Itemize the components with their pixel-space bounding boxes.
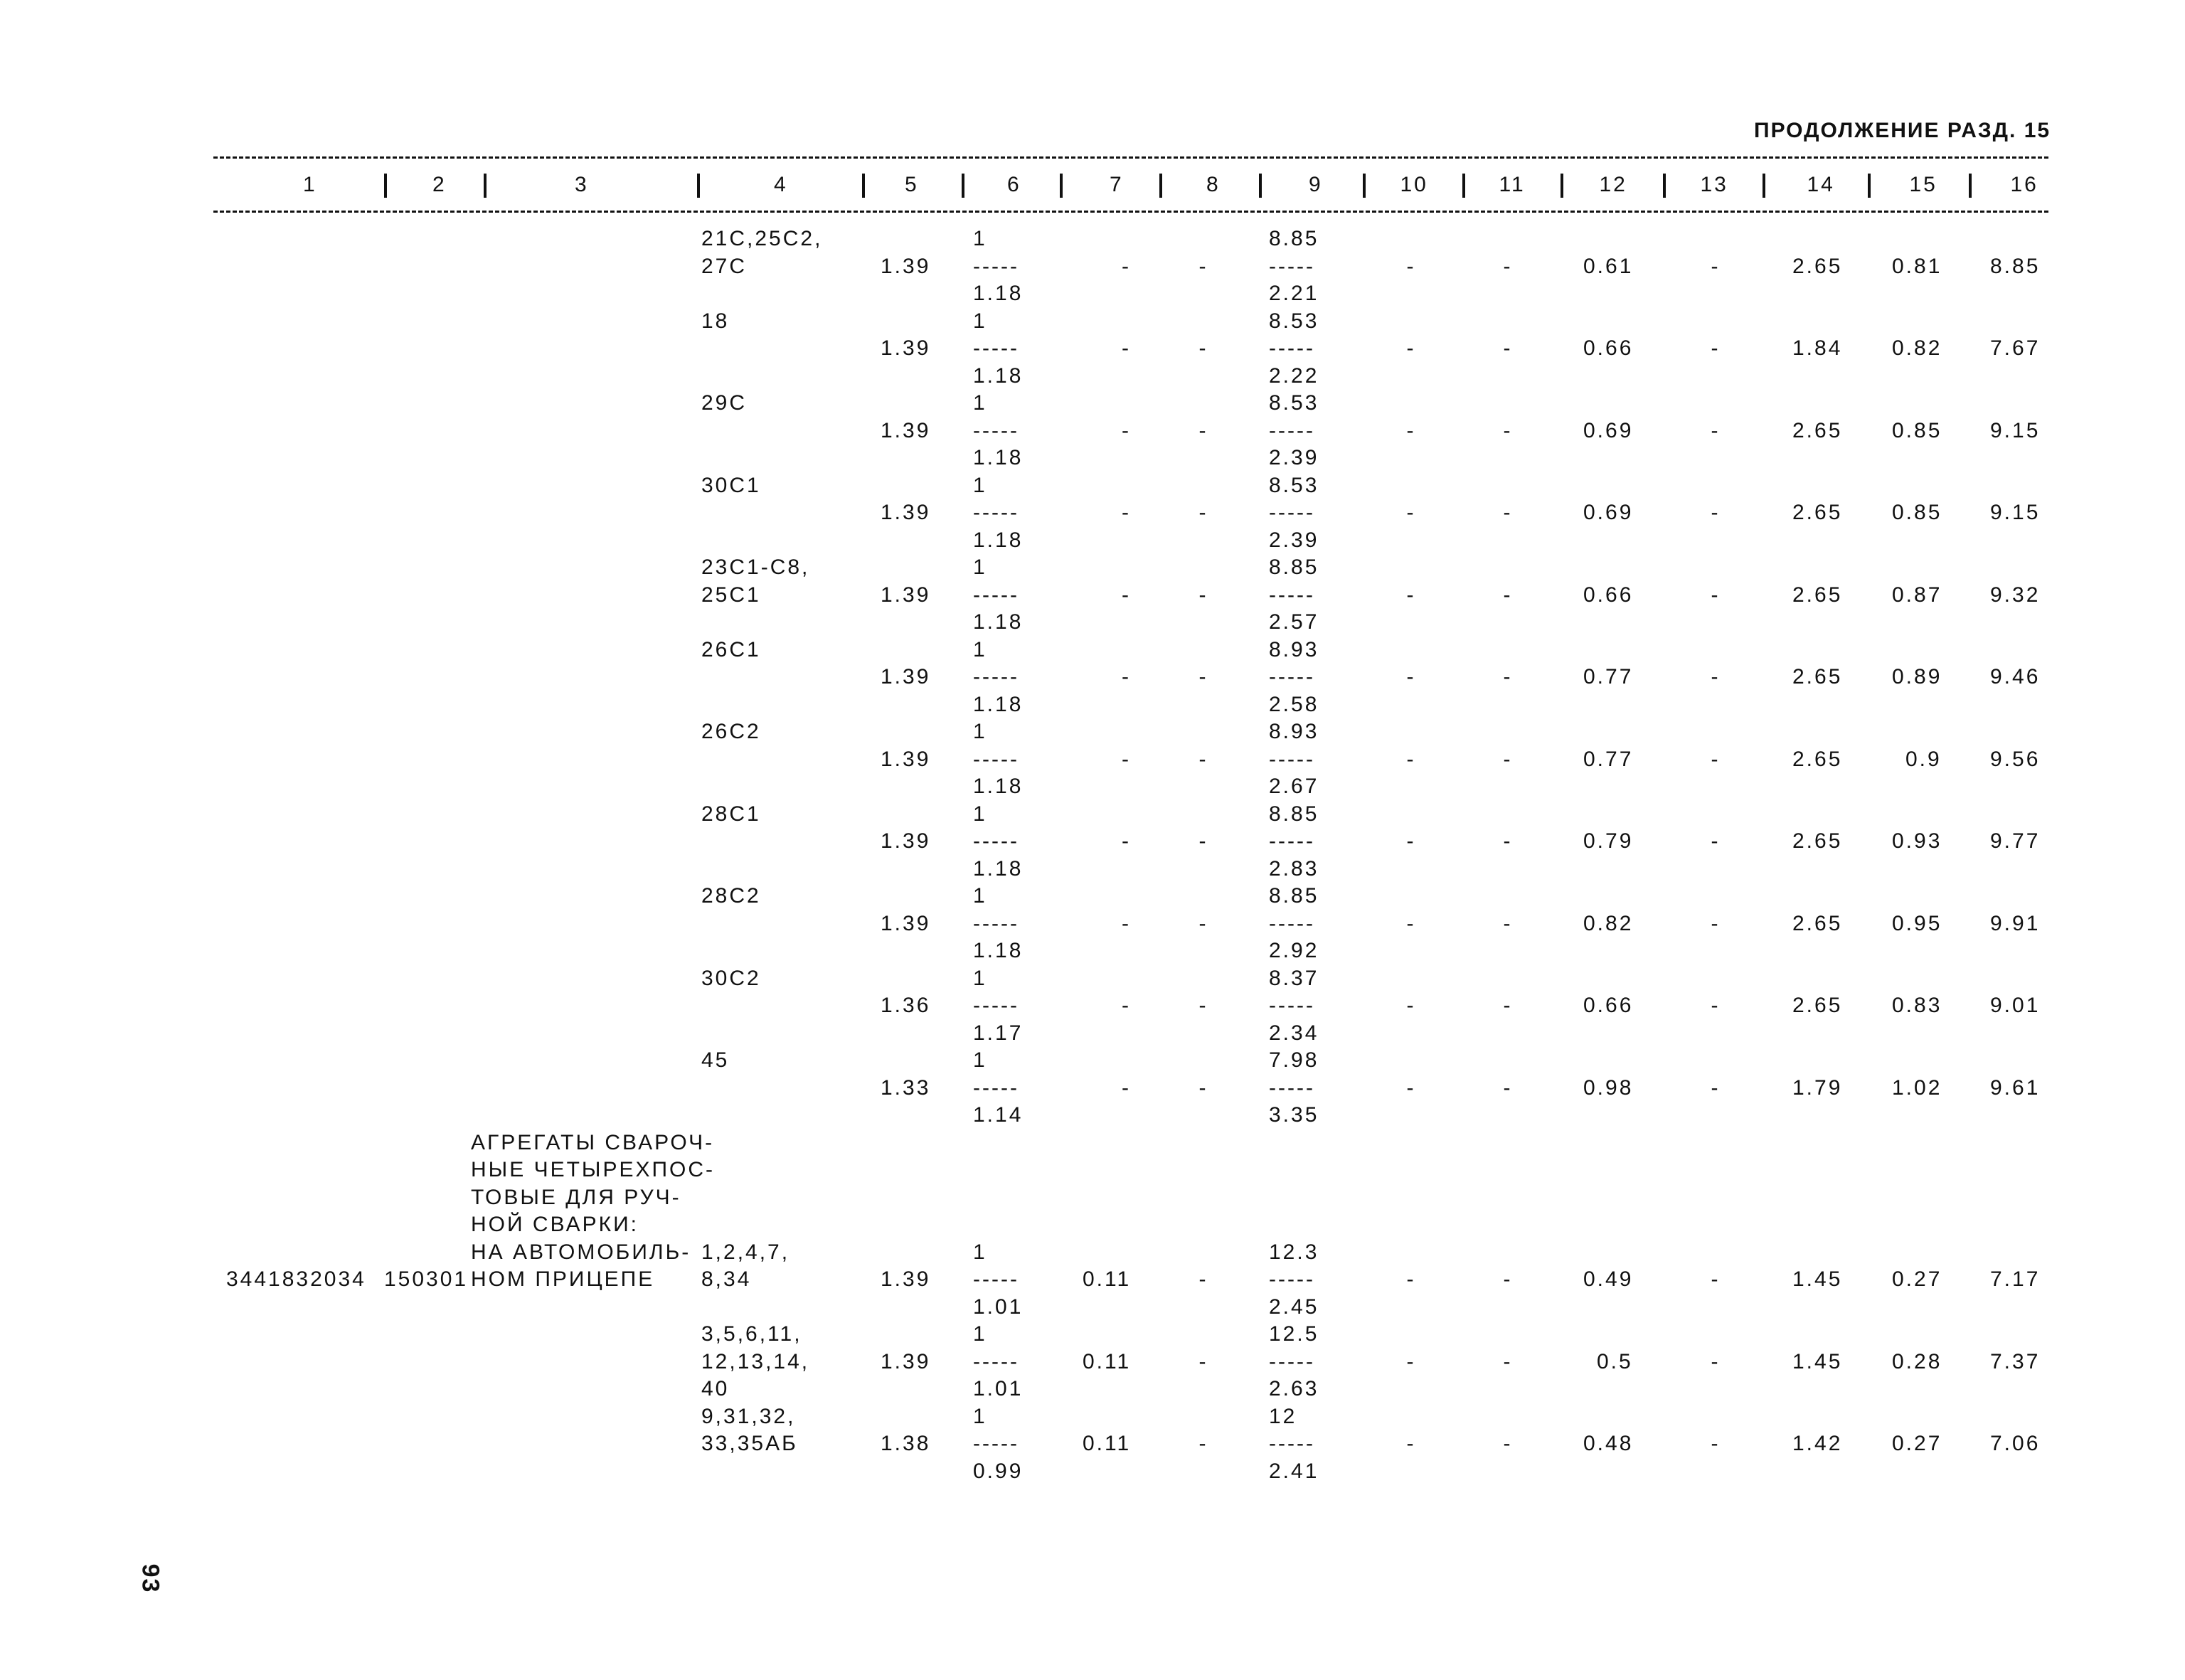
column-separator — [697, 174, 700, 198]
fraction-c6: 1 — [973, 1322, 987, 1346]
cell-c7: - — [1122, 665, 1131, 689]
model-line: 21С,25С2, — [701, 227, 823, 250]
cell-c12: 0.77 — [1583, 665, 1634, 689]
column-header-16: 16 — [2010, 173, 2038, 196]
cell-c13: - — [1711, 747, 1721, 771]
model-line: 28С2 — [701, 884, 761, 908]
cell-c13: - — [1711, 1267, 1721, 1291]
continuation-heading: ПРОДОЛЖЕНИЕ РАЗД. 15 — [1754, 119, 2051, 142]
column-header-15: 15 — [1909, 173, 1937, 196]
fraction-c6: 1 — [973, 1404, 987, 1428]
cell-c14: 1.45 — [1792, 1349, 1843, 1373]
model-line: 45 — [701, 1048, 730, 1072]
cell-c12: 0.98 — [1583, 1075, 1634, 1100]
cell-c7: - — [1122, 418, 1131, 442]
cell-c7: - — [1122, 501, 1131, 524]
column-header-2: 2 — [432, 173, 447, 196]
cell-c11: - — [1503, 1075, 1513, 1100]
cell-c16: 9.61 — [1990, 1075, 2041, 1100]
cell-c13: - — [1711, 1349, 1721, 1373]
fraction-c6: 1 — [973, 884, 987, 908]
column-separator — [1259, 174, 1262, 198]
cell-c7: - — [1122, 1075, 1131, 1100]
column-separator — [962, 174, 964, 198]
cell-c16: 7.67 — [1990, 336, 2041, 360]
cell-c5: 1.39 — [881, 1267, 931, 1291]
fraction-c6: 1.14 — [973, 1103, 1024, 1127]
fraction-c9: 2.39 — [1269, 446, 1319, 469]
cell-c14: 1.79 — [1792, 1075, 1843, 1100]
fraction-c6: 1.18 — [973, 692, 1024, 716]
cell-c12: 0.48 — [1583, 1432, 1634, 1455]
cell-c7: 0.11 — [1083, 1349, 1132, 1373]
cell-c14: 2.65 — [1792, 994, 1843, 1017]
fraction-c6: 1 — [973, 473, 987, 497]
cell-c12: 0.69 — [1583, 501, 1634, 524]
model-line: 28С1 — [701, 802, 761, 826]
fraction-c6: 1.18 — [973, 446, 1024, 469]
cell-c15: 1.02 — [1892, 1075, 1942, 1100]
cell-c14: 2.65 — [1792, 911, 1843, 935]
cell-c16: 9.46 — [1990, 665, 2041, 689]
cell-c7: - — [1122, 994, 1131, 1017]
cell-c11: - — [1503, 665, 1513, 689]
cell-c5: 1.38 — [881, 1432, 931, 1455]
model-line: 25С1 — [701, 583, 761, 607]
cell-c16: 9.15 — [1990, 501, 2041, 524]
fraction-c6: ----- — [973, 254, 1019, 278]
cell-c7: - — [1122, 829, 1131, 853]
model-line: 33,35АБ — [701, 1432, 798, 1455]
fraction-c9: ----- — [1269, 829, 1315, 853]
cell-c10: - — [1406, 1075, 1416, 1100]
cell-c8: - — [1198, 254, 1208, 278]
cell-c11: - — [1503, 501, 1513, 524]
model-line: 23С1-С8, — [701, 555, 810, 579]
cell-c10: - — [1406, 994, 1416, 1017]
cell-c14: 2.65 — [1792, 583, 1843, 607]
fraction-c9: ----- — [1269, 994, 1315, 1017]
column-header-1: 1 — [303, 173, 317, 196]
fraction-c6: 1.18 — [973, 282, 1024, 305]
cell-c14: 2.65 — [1792, 665, 1843, 689]
cell-c7: - — [1122, 336, 1131, 360]
fraction-c9: 8.85 — [1269, 227, 1319, 250]
fraction-c6: 1 — [973, 966, 987, 990]
fraction-c6: ----- — [973, 665, 1019, 689]
column-separator — [1969, 174, 1972, 198]
fraction-c6: 1 — [973, 1240, 987, 1264]
fraction-c6: ----- — [973, 1267, 1019, 1291]
cell-c13: - — [1711, 336, 1721, 360]
fraction-c9: ----- — [1269, 1432, 1315, 1455]
fraction-c6: ----- — [973, 747, 1019, 771]
fraction-c6: 1 — [973, 309, 987, 333]
cell-c8: - — [1198, 501, 1208, 524]
fraction-c6: 1 — [973, 637, 987, 661]
fraction-c6: 1.18 — [973, 939, 1024, 962]
column-separator — [862, 174, 865, 198]
cell-c13: - — [1711, 501, 1721, 524]
cell-c5: 1.39 — [881, 829, 931, 853]
cell-c16: 7.06 — [1990, 1432, 2041, 1455]
fraction-c9: ----- — [1269, 911, 1315, 935]
fraction-c9: 2.21 — [1269, 282, 1319, 305]
description-line: АГРЕГАТЫ СВАРОЧ- — [471, 1130, 715, 1154]
model-line: 26С2 — [701, 720, 761, 743]
column-header-12: 12 — [1599, 173, 1627, 196]
cell-c15: 0.28 — [1892, 1349, 1942, 1373]
fraction-c9: ----- — [1269, 1349, 1315, 1373]
fraction-c6: ----- — [973, 1432, 1019, 1455]
cell-c5: 1.39 — [881, 583, 931, 607]
cell-c8: - — [1198, 1432, 1208, 1455]
cell-c8: - — [1198, 1267, 1208, 1291]
cell-c8: - — [1198, 911, 1208, 935]
cell-c11: - — [1503, 1432, 1513, 1455]
cell-c13: - — [1711, 254, 1721, 278]
header-rule-top — [213, 156, 2048, 159]
cell-c10: - — [1406, 911, 1416, 935]
cell-c7: 0.11 — [1083, 1267, 1132, 1291]
cell-c11: - — [1503, 254, 1513, 278]
cell-c13: - — [1711, 911, 1721, 935]
model-line: 30С2 — [701, 966, 761, 990]
column-header-8: 8 — [1206, 173, 1221, 196]
cell-c15: 0.82 — [1892, 336, 1942, 360]
cell-c12: 0.66 — [1583, 336, 1634, 360]
column-header-5: 5 — [905, 173, 919, 196]
cell-c5: 1.39 — [881, 418, 931, 442]
column-separator — [1363, 174, 1366, 198]
fraction-c6: 0.99 — [973, 1459, 1024, 1483]
fraction-c9: ----- — [1269, 747, 1315, 771]
cell-c10: - — [1406, 501, 1416, 524]
fraction-c6: 1.01 — [973, 1377, 1024, 1400]
cell-c5: 1.39 — [881, 501, 931, 524]
cell-c15: 0.87 — [1892, 583, 1942, 607]
fraction-c9: 8.93 — [1269, 637, 1319, 661]
fraction-c6: ----- — [973, 829, 1019, 853]
fraction-c9: ----- — [1269, 418, 1315, 442]
cell-c15: 0.85 — [1892, 501, 1942, 524]
fraction-c9: 7.98 — [1269, 1048, 1319, 1072]
fraction-c9: 2.41 — [1269, 1459, 1319, 1483]
fraction-c6: ----- — [973, 911, 1019, 935]
fraction-c6: ----- — [973, 418, 1019, 442]
cell-c13: - — [1711, 418, 1721, 442]
cell-c5: 1.39 — [881, 336, 931, 360]
model-line: 30С1 — [701, 473, 761, 497]
model-line: 40 — [701, 1377, 730, 1400]
column-separator — [1868, 174, 1871, 198]
cell-c13: - — [1711, 665, 1721, 689]
column-separator — [1561, 174, 1563, 198]
cell-c5: 1.36 — [881, 994, 931, 1017]
cell-c10: - — [1406, 1267, 1416, 1291]
cell-c5: 1.39 — [881, 1349, 931, 1373]
column-header-6: 6 — [1007, 173, 1021, 196]
cell-c15: 0.83 — [1892, 994, 1942, 1017]
fraction-c9: 8.53 — [1269, 391, 1319, 415]
model-line: 1,2,4,7, — [701, 1240, 790, 1264]
cell-c15: 0.95 — [1892, 911, 1942, 935]
column-header-3: 3 — [575, 173, 589, 196]
cell-c15: 0.9 — [1905, 747, 1942, 771]
fraction-c6: 1 — [973, 1048, 987, 1072]
fraction-c9: 2.39 — [1269, 528, 1319, 552]
cell-c16: 9.01 — [1990, 994, 2041, 1017]
cell-c7: - — [1122, 583, 1131, 607]
cell-c13: - — [1711, 583, 1721, 607]
model-line: 27С — [701, 254, 748, 278]
description-line: НЫЕ ЧЕТЫРЕХПОС- — [471, 1158, 716, 1181]
cell-c15: 0.89 — [1892, 665, 1942, 689]
fraction-c9: 2.57 — [1269, 610, 1319, 634]
cell-c7: - — [1122, 254, 1131, 278]
cell-c10: - — [1406, 747, 1416, 771]
fraction-c9: ----- — [1269, 254, 1315, 278]
cell-c15: 0.85 — [1892, 418, 1942, 442]
column-separator — [1159, 174, 1162, 198]
cell-c8: - — [1198, 747, 1208, 771]
page-number: 93 — [137, 1563, 164, 1594]
fraction-c9: ----- — [1269, 501, 1315, 524]
fraction-c6: ----- — [973, 1075, 1019, 1100]
cell-c16: 9.32 — [1990, 583, 2041, 607]
fraction-c9: 8.53 — [1269, 309, 1319, 333]
cell-c5: 1.39 — [881, 747, 931, 771]
fraction-c9: ----- — [1269, 665, 1315, 689]
cell-c13: - — [1711, 1075, 1721, 1100]
cell-c14: 1.84 — [1792, 336, 1843, 360]
column-separator — [484, 174, 487, 198]
fraction-c6: 1.18 — [973, 775, 1024, 798]
model-line: 12,13,14, — [701, 1349, 810, 1373]
model-line: 9,31,32, — [701, 1404, 796, 1428]
model-line: 29С — [701, 391, 748, 415]
product-code: 3441832034 — [226, 1267, 366, 1291]
fraction-c6: 1 — [973, 555, 987, 579]
fraction-c6: ----- — [973, 501, 1019, 524]
fraction-c6: 1 — [973, 391, 987, 415]
cell-c5: 1.33 — [881, 1075, 931, 1100]
cell-c11: - — [1503, 336, 1513, 360]
fraction-c6: 1 — [973, 720, 987, 743]
fraction-c6: 1.18 — [973, 528, 1024, 552]
cell-c8: - — [1198, 583, 1208, 607]
cell-c7: - — [1122, 747, 1131, 771]
fraction-c6: ----- — [973, 994, 1019, 1017]
cell-c13: - — [1711, 994, 1721, 1017]
description-line: НОЙ СВАРКИ: — [471, 1213, 639, 1236]
fraction-c9: 12.3 — [1269, 1240, 1319, 1264]
cell-c7: - — [1122, 911, 1131, 935]
cell-c12: 0.5 — [1597, 1349, 1633, 1373]
fraction-c9: 8.53 — [1269, 473, 1319, 497]
model-line: 26С1 — [701, 637, 761, 661]
cell-c12: 0.79 — [1583, 829, 1634, 853]
header-rule-bottom — [213, 211, 2048, 213]
fraction-c9: 2.67 — [1269, 775, 1319, 798]
column-separator — [1060, 174, 1063, 198]
fraction-c9: 8.93 — [1269, 720, 1319, 743]
cell-c11: - — [1503, 1267, 1513, 1291]
model-line: 8,34 — [701, 1267, 752, 1291]
fraction-c6: ----- — [973, 1349, 1019, 1373]
cell-c10: - — [1406, 418, 1416, 442]
fraction-c9: 2.92 — [1269, 939, 1319, 962]
cell-c11: - — [1503, 1349, 1513, 1373]
column-header-10: 10 — [1400, 173, 1428, 196]
fraction-c9: 2.22 — [1269, 363, 1319, 388]
fraction-c6: ----- — [973, 336, 1019, 360]
cell-c11: - — [1503, 747, 1513, 771]
column-header-11: 11 — [1499, 173, 1526, 196]
fraction-c9: ----- — [1269, 583, 1315, 607]
column-header-9: 9 — [1309, 173, 1323, 196]
cell-c15: 0.27 — [1892, 1432, 1942, 1455]
fraction-c9: 8.85 — [1269, 884, 1319, 908]
cell-c12: 0.66 — [1583, 994, 1634, 1017]
model-line: 18 — [701, 309, 730, 333]
cell-c14: 1.42 — [1792, 1432, 1843, 1455]
fraction-c9: 12.5 — [1269, 1322, 1319, 1346]
fraction-c9: ----- — [1269, 1075, 1315, 1100]
fraction-c6: 1.01 — [973, 1294, 1024, 1319]
cell-c10: - — [1406, 1432, 1416, 1455]
cell-c8: - — [1198, 994, 1208, 1017]
description-line: НОМ ПРИЦЕПЕ — [471, 1267, 655, 1291]
okp-code: 150301 — [384, 1267, 469, 1291]
fraction-c9: 12 — [1269, 1404, 1297, 1428]
cell-c11: - — [1503, 418, 1513, 442]
cell-c8: - — [1198, 1075, 1208, 1100]
fraction-c6: 1.17 — [973, 1021, 1024, 1045]
cell-c10: - — [1406, 336, 1416, 360]
fraction-c9: 2.45 — [1269, 1294, 1319, 1319]
cell-c13: - — [1711, 1432, 1721, 1455]
cell-c15: 0.81 — [1892, 254, 1942, 278]
cell-c7: 0.11 — [1083, 1432, 1132, 1455]
cell-c11: - — [1503, 829, 1513, 853]
cell-c14: 2.65 — [1792, 747, 1843, 771]
cell-c12: 0.69 — [1583, 418, 1634, 442]
cell-c16: 7.17 — [1990, 1267, 2041, 1291]
column-separator — [1462, 174, 1465, 198]
cell-c12: 0.61 — [1583, 254, 1634, 278]
fraction-c9: 2.83 — [1269, 856, 1319, 881]
fraction-c6: 1 — [973, 802, 987, 826]
fraction-c9: 8.85 — [1269, 802, 1319, 826]
cell-c11: - — [1503, 911, 1513, 935]
fraction-c6: ----- — [973, 583, 1019, 607]
fraction-c9: 3.35 — [1269, 1103, 1319, 1127]
cell-c12: 0.49 — [1583, 1267, 1634, 1291]
fraction-c9: ----- — [1269, 1267, 1315, 1291]
column-header-14: 14 — [1807, 173, 1835, 196]
fraction-c9: 2.34 — [1269, 1021, 1319, 1045]
cell-c10: - — [1406, 583, 1416, 607]
cell-c14: 2.65 — [1792, 254, 1843, 278]
cell-c12: 0.77 — [1583, 747, 1634, 771]
fraction-c6: 1.18 — [973, 610, 1024, 634]
column-separator — [1763, 174, 1765, 198]
cell-c14: 2.65 — [1792, 501, 1843, 524]
cell-c11: - — [1503, 583, 1513, 607]
cell-c8: - — [1198, 336, 1208, 360]
model-line: 3,5,6,11, — [701, 1322, 802, 1346]
cell-c10: - — [1406, 829, 1416, 853]
description-line: НА АВТОМОБИЛЬ- — [471, 1240, 691, 1264]
fraction-c9: 2.58 — [1269, 692, 1319, 716]
cell-c16: 8.85 — [1990, 254, 2041, 278]
cell-c16: 9.91 — [1990, 911, 2041, 935]
cell-c16: 9.56 — [1990, 747, 2041, 771]
fraction-c9: ----- — [1269, 336, 1315, 360]
cell-c8: - — [1198, 1349, 1208, 1373]
cell-c16: 9.15 — [1990, 418, 2041, 442]
column-separator — [384, 174, 387, 198]
cell-c10: - — [1406, 1349, 1416, 1373]
cell-c8: - — [1198, 665, 1208, 689]
cell-c15: 0.93 — [1892, 829, 1942, 853]
cell-c10: - — [1406, 254, 1416, 278]
column-header-7: 7 — [1110, 173, 1124, 196]
fraction-c6: 1 — [973, 227, 987, 250]
fraction-c9: 2.63 — [1269, 1377, 1319, 1400]
cell-c10: - — [1406, 665, 1416, 689]
column-header-4: 4 — [774, 173, 788, 196]
column-separator — [1663, 174, 1666, 198]
description-line: ТОВЫЕ ДЛЯ РУЧ- — [471, 1185, 681, 1209]
cell-c11: - — [1503, 994, 1513, 1017]
fraction-c6: 1.18 — [973, 363, 1024, 388]
cell-c16: 7.37 — [1990, 1349, 2041, 1373]
fraction-c9: 8.37 — [1269, 966, 1319, 990]
cell-c14: 2.65 — [1792, 829, 1843, 853]
cell-c5: 1.39 — [881, 254, 931, 278]
cell-c13: - — [1711, 829, 1721, 853]
cell-c12: 0.82 — [1583, 911, 1634, 935]
column-header-13: 13 — [1700, 173, 1728, 196]
cell-c14: 1.45 — [1792, 1267, 1843, 1291]
cell-c14: 2.65 — [1792, 418, 1843, 442]
cell-c16: 9.77 — [1990, 829, 2041, 853]
cell-c15: 0.27 — [1892, 1267, 1942, 1291]
fraction-c6: 1.18 — [973, 856, 1024, 881]
cell-c5: 1.39 — [881, 665, 931, 689]
cell-c8: - — [1198, 829, 1208, 853]
cell-c8: - — [1198, 418, 1208, 442]
cell-c5: 1.39 — [881, 911, 931, 935]
fraction-c9: 8.85 — [1269, 555, 1319, 579]
cell-c12: 0.66 — [1583, 583, 1634, 607]
